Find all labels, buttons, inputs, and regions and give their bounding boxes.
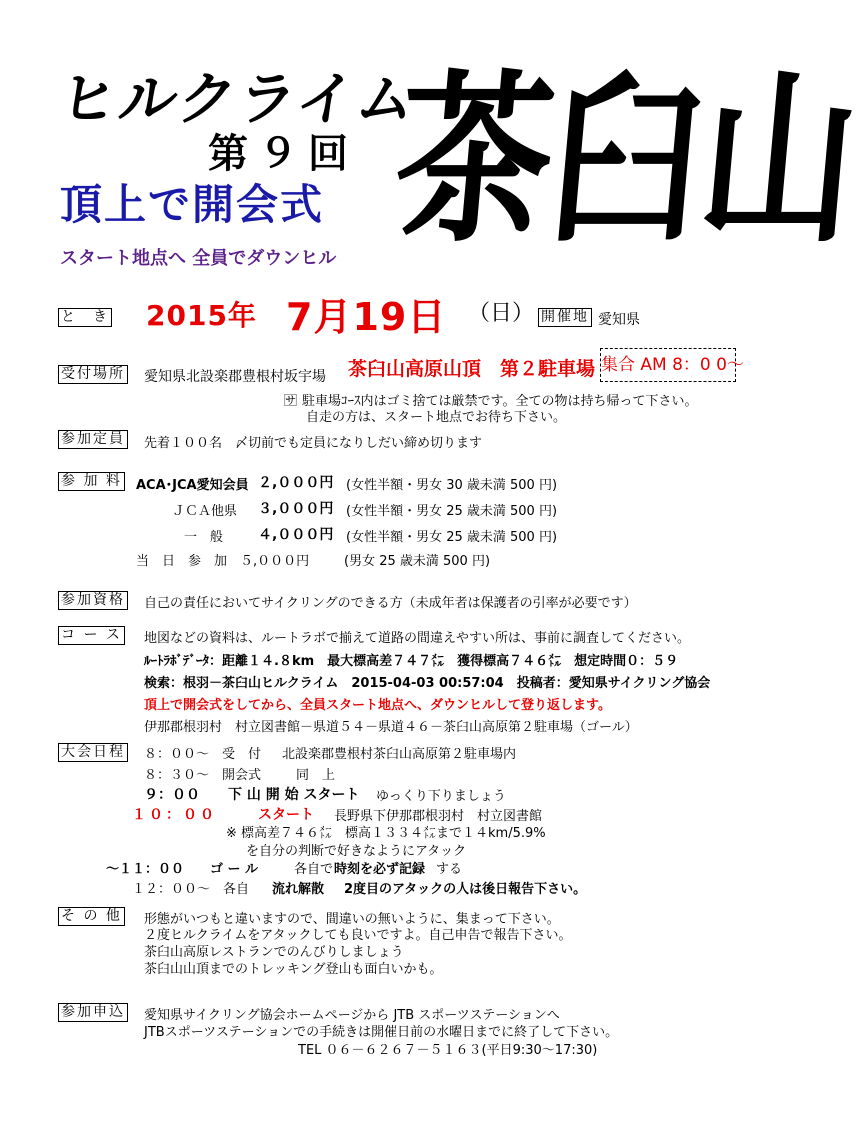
schedule-time: ９：００ 下 山 開 始 スタート [144, 787, 360, 803]
schedule-note: を自分の判断で好きなようにアタック [246, 844, 467, 859]
fee-sameday: 当 日 参 加 ５,０００円 [136, 554, 310, 569]
other-label: そ の 他 [58, 907, 125, 926]
schedule-time: ８：３０～ 開会式 [144, 768, 262, 783]
schedule-text: 同 上 [296, 768, 336, 783]
course-line-2: ﾙｰﾄﾗﾎﾞﾃﾞｰﾀ：距離１４.８km 最大標高差７４７㍍ 獲得標高７４６㍍ 想定時間０：５９ [144, 654, 679, 669]
date-month-day: 7月19日 [286, 295, 447, 339]
fee-row-note: (女性半額・男女 25 歳未満 500 円) [346, 504, 558, 519]
reception-venue: 茶臼山高原山頂 第２駐車場 [348, 358, 596, 380]
other-line: ２度ヒルクライムをアタックしても良いですよ。自己申告で報告下さい。 [144, 928, 572, 943]
course-line-3: 検索：根羽－茶臼山ヒルクライム 2015-04-03 00:57:04 投稿者：愛知県サイクリング協会 [144, 676, 711, 691]
dismissal-text: 流れ解散 [272, 882, 325, 897]
schedule-text: 北設楽郡豊根村茶臼山高原第２駐車場内 [282, 747, 517, 762]
other-line: 形態がいつもと違いますので、間違いの無いように、集まって下さい。 [144, 912, 560, 927]
schedule-time: ８：００～ 受 付 [144, 747, 262, 762]
fee-row-name: 一 般 [184, 530, 224, 545]
fee-sameday-note: (男女 25 歳未満 500 円) [344, 554, 491, 569]
fee-row-price: ２,０００円 [258, 475, 334, 491]
schedule-label: 大会日程 [58, 743, 128, 762]
subtitle: スタート地点へ 全員でダウンヒル [60, 248, 337, 269]
fee-row-note: (女性半額・男女 30 歳未満 500 円) [346, 478, 558, 493]
capacity-label: 参加定員 [58, 430, 128, 449]
course-label: コ ー ス [58, 626, 125, 645]
host-prefecture: 愛知県 [598, 312, 640, 328]
goal-record: 時刻を必ず記録 [334, 862, 426, 877]
edition-number: 第９回 [208, 131, 358, 177]
assembly-time: 集合 AM 8：0 0～ [600, 348, 736, 382]
date-weekday: （日） [468, 301, 535, 326]
second-attack-note: 2度目のアタックの人は後日報告下さい。 [344, 882, 587, 897]
start-label: スタート [258, 807, 314, 823]
start-time: １０：００ [132, 807, 217, 823]
fee-row-name: ＪＣＡ他県 [172, 504, 238, 519]
reception-address: 愛知県北設楽郡豊根村坂宇場 [144, 369, 326, 385]
reception-note-1: 駐車場ｺｰｽ内はゴミ捨ては厳禁です。全ての物は持ち帰って下さい。 [302, 394, 698, 409]
date-label: と き [58, 308, 112, 327]
title-hill-climb: ヒルクライム [54, 65, 422, 133]
fee-label: 参 加 料 [58, 472, 125, 491]
start-location: 長野県下伊那郡根羽村 村立図書館 [334, 809, 543, 824]
qualification-text: 自己の責任においてサイクリングのできる方（未成年者は保護者の引率が必要です） [144, 596, 637, 611]
course-line-1: 地図などの資料は、ルートラボで揃えて道路の間違えやすい所は、事前に調査してください。 [144, 631, 691, 646]
application-label: 参加申込 [58, 1003, 128, 1022]
reception-label: 受付場所 [58, 365, 128, 384]
reception-note-2: 自走の方は、スタート地点でお待ち下さい。 [306, 410, 567, 425]
qualification-label: 参加資格 [58, 591, 128, 610]
application-tel: TEL ０６－６２６７－５１６３(平日9:30～17:30) [298, 1043, 598, 1058]
date-year: 2015年 [146, 299, 257, 332]
other-line: 茶臼山山頂までのトレッキング登山も面白いかも。 [144, 962, 443, 977]
schedule-note: ※ 標高差７４６㍍ 標高１３３４㍍まで１４km/5.9% [226, 826, 546, 841]
course-line-4: 頂上で開会式をしてから、全員スタート地点へ、ダウンヒルして登り返します。 [144, 698, 611, 713]
schedule-text: ゆっくり下りましょう [376, 789, 506, 804]
course-line-5: 伊那郡根羽村 村立図書館－県道５４－県道４６－茶臼山高原第２駐車場（ゴール） [144, 720, 638, 735]
application-line-2: JTBスポーツステーションでの手続きは開催日前の水曜日までに終了して下さい。 [144, 1025, 619, 1040]
opening-ceremony-title: 頂上で開会式 [60, 180, 325, 229]
big-title-chausuyama: 茶臼山 [387, 52, 862, 268]
goal-text: 各自で [294, 862, 334, 877]
capacity-text: 先着１００名 〆切前でも定員になりしだい締め切ります [144, 436, 483, 451]
dismissal-time: １２：００～ 各自 [132, 882, 250, 897]
fee-row-price: ３,０００円 [258, 501, 334, 517]
goal-text-end: する [436, 862, 463, 877]
fee-row-note: (女性半額・男女 25 歳未満 500 円) [346, 530, 558, 545]
note-icon: 🈂 [284, 394, 298, 409]
application-line-1: 愛知県サイクリング協会ホームページから JTB スポーツステーションへ [144, 1008, 560, 1023]
host-label: 開催地 [538, 308, 592, 327]
fee-row-price: ４,０００円 [258, 527, 334, 543]
other-line: 茶臼山高原レストランでのんびりしましょう [144, 945, 404, 960]
goal-time: ～１１：００ ゴ ー ル [106, 862, 259, 877]
fee-row-name: ACA･JCA愛知会員 [136, 478, 249, 493]
